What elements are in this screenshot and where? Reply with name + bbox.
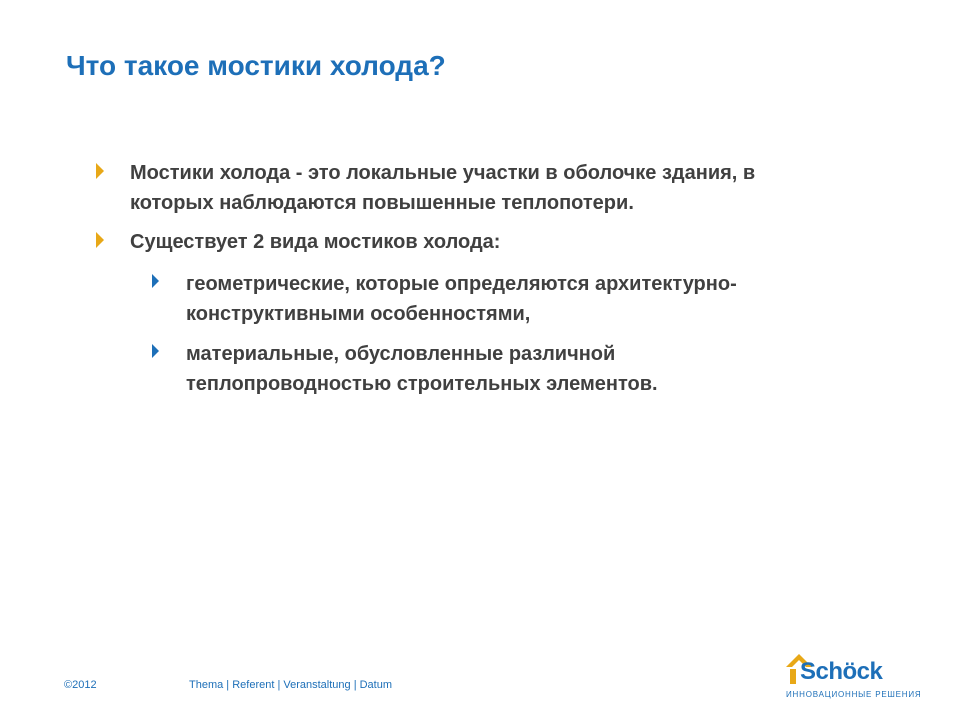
bullet-line: Существует 2 вида мостиков холода: [130, 231, 501, 253]
bullet-line: которых наблюдаются повышенные теплопотери. [130, 192, 634, 214]
sub-bullet-arrow-icon [152, 274, 159, 288]
bullet-arrow-icon [96, 163, 104, 179]
footer-meta: Thema | Referent | Veranstaltung | Datum [189, 679, 393, 691]
footer-copyright: ©2012 [64, 679, 97, 691]
bullet-line: геометрические, которые определяются архитектурно- [186, 273, 737, 295]
bullet-item [130, 158, 755, 218]
bullet-line: конструктивными особенностями, [186, 303, 531, 325]
sub-bullet-arrow-icon [152, 344, 159, 358]
bullet-item [130, 227, 500, 257]
logo-wordmark: Schöck [800, 658, 883, 685]
sub-bullet-item [186, 269, 737, 329]
bullet-line: материальные, обусловленные различной [186, 343, 616, 365]
sub-bullet-item [186, 339, 658, 399]
slide-title: Что такое мостики холода? [66, 50, 446, 81]
logo-tagline: ИННОВАЦИОННЫЕ РЕШЕНИЯ [786, 690, 922, 699]
schoeck-logo [786, 654, 922, 704]
bullet-arrow-icon [96, 232, 104, 248]
bullet-line: теплопроводностью строительных элементов. [186, 373, 658, 395]
bullet-line: Мостики холода - это локальные участки в оболочке здания, в [130, 162, 756, 184]
